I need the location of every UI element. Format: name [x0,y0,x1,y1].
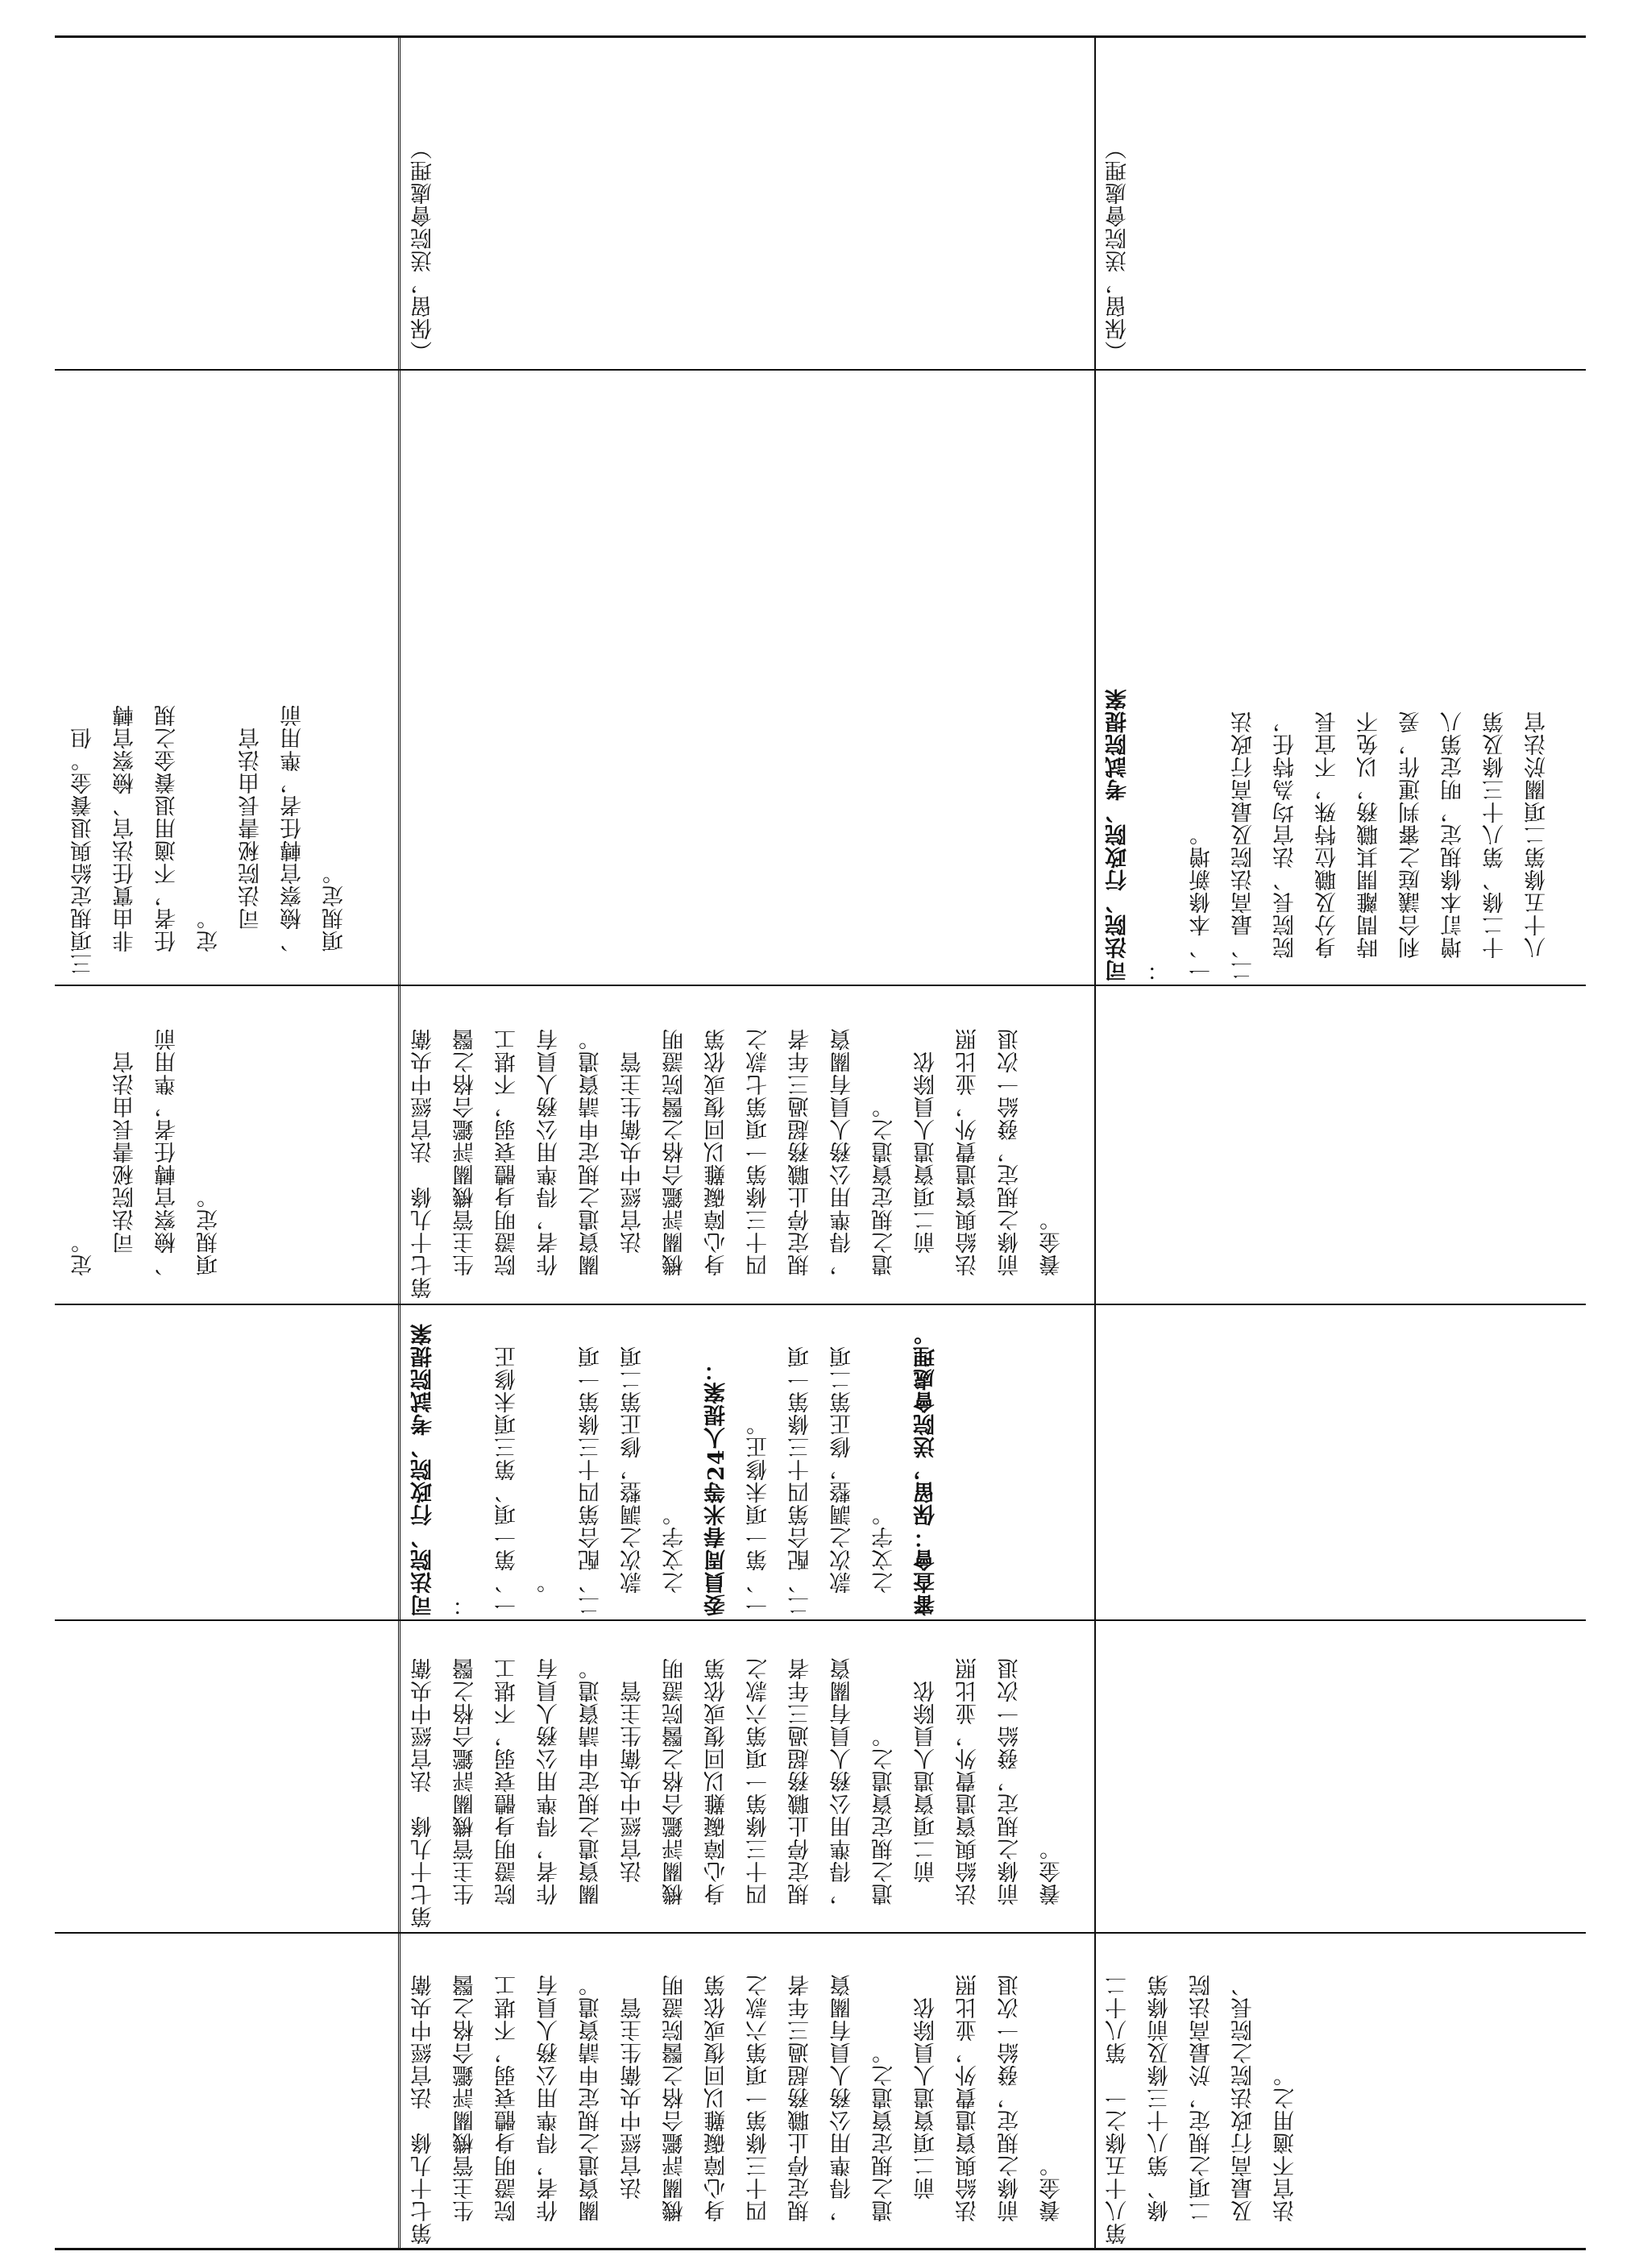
text-line: 前條之規定，發給一次退 [998,1028,1023,1299]
text-line: 時間離開其職務，以免不 [1357,711,1382,981]
text-line: 院證明身體衰弱，不堪工 [495,1974,520,2245]
table-border-bottom [55,2248,1586,2250]
text-line: 院證明身體衰弱，不堪工 [495,1028,520,1299]
text-line: 司法院秘書長由法官 [239,727,263,975]
text-line: 任者，不適用退養金之規 [155,704,180,975]
text-line: 款次之調整，修正第二項 [620,1345,645,1616]
text-line: 審查會：保留，送院會處理。 [914,1323,939,1616]
text-line: 司法院、行政院、考試院提案 [1106,688,1131,981]
text-line: 機關評鑑合格之醫院證明 [662,1028,687,1299]
table-cell-r2c2 [403,993,1088,1299]
table-cell-r1c2 [63,993,385,1299]
cell-text [403,993,1088,1299]
text-line: 一、第一項未修正。 [746,1413,771,1616]
text-line: 院院長、法官均為特任， [1273,711,1298,981]
text-line: 作者，得準用公務人員有 [537,1657,562,1928]
table-cell-r2c3 [403,1310,1088,1616]
text-line: 養金。 [1039,1209,1064,1299]
text-line: 及最高行政法院之院長、 [1231,1974,1256,2245]
text-line: 四十三條第一項第六款之 [746,1974,771,2245]
row-divider-2 [55,985,1586,986]
text-line: 法給與資遣費外，並比照 [956,1028,981,1299]
text-line: 之文字。 [662,1503,687,1616]
text-line: 前二項資遣人員除依 [914,1996,939,2245]
text-line: 定。 [197,907,222,975]
text-line: 二、最高法院及最高行政法 [1231,711,1256,981]
text-line: ，得準用公務人員有關資 [830,1657,855,1928]
text-line: 關資遣之規定申請資遣。 [579,1974,604,2245]
text-line: 前二項資遣人員除依 [914,1680,939,1928]
text-line: （保留，送院會處理） [1106,137,1131,363]
text-line: 前二項資遣人員除依 [914,1051,939,1299]
text-line: （保留，送院會處理） [411,137,436,363]
text-line: 、檢察官轉任者，準用前 [280,704,305,975]
text-line: 規定停止職務超過三年者 [788,1657,813,1928]
text-line: 一、本條新增。 [1189,823,1214,981]
row-divider-3 [55,1304,1586,1305]
text-line: 身心障礙難以回復或依第 [704,1657,729,1928]
text-line: 法官不適用之。 [1273,2064,1298,2245]
text-line: 二、配合第四十三條第一項 [579,1345,604,1616]
text-line: 條、第八十三條及前條第 [1147,1974,1172,2245]
text-line: 司法院、行政院、考試院提案 [411,1323,436,1616]
text-line: 二項之規定，於最高法院 [1189,1974,1214,2245]
text-line: 司法院秘書長由法官 [113,1051,138,1299]
text-line: 一、第一項、第三項未修正 [495,1345,520,1616]
row-divider-1 [55,369,1586,371]
text-line: 法官經中央衛生主管 [620,1996,645,2245]
text-line: 第七十九條 法官經中央衛 [411,1974,436,2245]
text-line: 法給與資遣費外，並比照 [956,1657,981,1928]
text-line: 作者，得準用公務人員有 [537,1028,562,1299]
text-line: 增訂本條規定，明定第八 [1441,711,1466,981]
table-border-top [55,35,1586,38]
text-line: 身心障礙難以回復或依第 [704,1974,729,2245]
cell-text [403,1310,1088,1616]
table-cell-r2c5 [403,1938,1088,2245]
cell-text [63,636,385,975]
text-line: ： [1147,959,1172,981]
table-cell-r1c1 [63,636,385,975]
text-line: 生主管機關評鑑合格之醫 [453,1028,478,1299]
text-line: 院證明身體衰弱，不堪工 [495,1657,520,1928]
row-divider-4 [55,1619,1586,1621]
text-line: 法給與資遣費外，並比照 [956,1974,981,2245]
cell-text [1098,1938,1581,2245]
text-line: 法官經中央衛生主管 [620,1051,645,1299]
text-line: 之文字。 [872,1503,897,1616]
text-line: 定。 [71,1231,96,1299]
text-line: 法官經中央衛生主管 [620,1680,645,1928]
text-line: 關資遣之規定申請資遣。 [579,1028,604,1299]
text-line: 十二條、第八十三條及第 [1483,711,1508,981]
text-line: 生主管機關評鑑合格之醫 [453,1657,478,1928]
text-line: 第七十九條 法官經中央衛 [411,1657,436,1928]
text-line: 前條之規定，發給一次退 [998,1657,1023,1928]
text-line: 三項規定給與退養金。但 [71,727,96,975]
text-line: 款次之調整，修正第二項 [830,1345,855,1616]
cell-text [403,1626,1088,1928]
text-line: 養金。 [1039,1838,1064,1928]
table-cell-r2c6 [403,44,1088,363]
text-line: 項規定。 [197,1186,222,1299]
text-line: 規定停止職務超過三年者 [788,1974,813,2245]
row-divider-5 [55,1932,1586,1934]
text-line: 四十三條第一項第七款之 [746,1028,771,1299]
table-cell-r3c3 [1098,372,1581,981]
text-line: 遣之規定資遣之。 [872,1096,897,1299]
text-line: 第七十九條 法官經中央衛 [411,1028,436,1299]
text-line: 生主管機關評鑑合格之醫 [453,1974,478,2245]
text-line: ： [453,1594,478,1616]
text-line: 前條之規定，發給一次退 [998,1974,1023,2245]
text-line: 規定停止職務超過三年者 [788,1028,813,1299]
text-line: 機關評鑑合格之醫院證明 [662,1657,687,1928]
cell-text [1098,372,1581,981]
table-cell-r3c6 [1098,44,1581,363]
text-line: 身分及職位特殊，不宜長 [1315,711,1340,981]
text-line: 第八十五條之一 第八十二 [1106,1974,1131,2245]
column-divider [1094,35,1096,2248]
text-line: 關資遣之規定申請資遣。 [579,1657,604,1928]
cell-text [403,44,1088,363]
text-line: 養金。 [1039,2154,1064,2245]
text-line: 八十五條第二項關於法官 [1525,711,1550,981]
table-cell-r3c5 [1098,1938,1581,2245]
text-line: 遣之規定資遣之。 [872,1725,897,1928]
text-line: ，得準用公務人員有關資 [830,1028,855,1299]
table-cell-r2c4 [403,1626,1088,1928]
cell-text [403,1938,1088,2245]
cell-text [1098,44,1581,363]
text-line: 身心障礙難以回復或依第 [704,1028,729,1299]
text-line: ，得準用公務人員有關資 [830,1974,855,2245]
text-line: 機關評鑑合格之醫院證明 [662,1974,687,2245]
text-line: 遣之規定資遣之。 [872,2042,897,2245]
text-line: 利合議庭之審判運作，爰 [1399,711,1424,981]
text-line: 非由實任法官、檢察官轉 [113,704,138,975]
cell-text [63,993,385,1299]
text-line: 二、配合第四十三條第一項 [788,1345,813,1616]
text-line: 、檢察官轉任者，準用前 [155,1028,180,1299]
text-line: 四十三條第一項第六款之 [746,1657,771,1928]
text-line: 委員周春米等24人提案： [704,1358,729,1616]
text-line: 項規定。 [322,862,347,975]
text-line: 。 [537,1571,562,1616]
text-line: 作者，得準用公務人員有 [537,1974,562,2245]
